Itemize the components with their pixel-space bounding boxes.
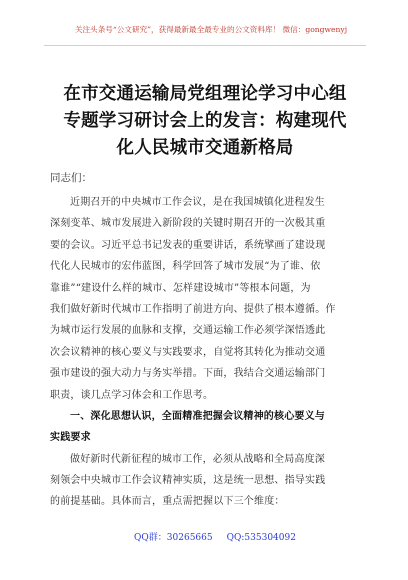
title-line: 化人民城市交通新格局 xyxy=(116,138,294,158)
paragraph-line: 刻领会中央城市工作会议精神实质，这是统一思想、指导实践 xyxy=(50,475,326,487)
document-body xyxy=(50,192,368,513)
footer-qq: QQ:535304092 xyxy=(226,533,296,543)
header-banner: 关注头条号“公文研究”，获得最新最全最专业的公文资料库！ 微信：gongwenyj xyxy=(74,25,348,34)
paragraph-line: 我们做好新时代城市工作指明了前进方向、提供了根本遵循。作 xyxy=(50,303,336,315)
paragraph-line: 为城市运行发展的血脉和支撑，交通运输工作必须学深悟透此 xyxy=(50,325,326,337)
footer-qq-group: QQ群：30265665 xyxy=(134,533,213,543)
paragraph-line: 强市建设的强大动力与务实举措。下面，我结合交通运输部门 xyxy=(50,368,326,380)
salutation: 同志们： xyxy=(50,172,92,184)
paragraph-line: 的前提基础。具体而言，重点需把握以下三个维度： xyxy=(50,496,285,508)
paragraph-line: 近期召开的中央城市工作会议，是在我国城镇化进程发生 xyxy=(70,197,325,208)
paragraph-line: 靠谁”“建设什么样的城市、怎样建设城市”等根本问题，为 xyxy=(50,282,311,294)
paragraph-line: 代化人民城市的宏伟蓝图，科学回答了城市发展“为了谁、依 xyxy=(50,261,321,273)
title-line: 在市交通运输局党组理论学习中心组 xyxy=(63,84,347,104)
paragraph-line: 深刻变革、城市发展进入新阶段的关键时期召开的一次极其重 xyxy=(50,218,326,230)
title-line: 专题学习研讨会上的发言：构建现代 xyxy=(63,111,347,131)
document-title xyxy=(52,81,358,162)
paragraph-line: 职责，谈几点学习体会和工作思考。 xyxy=(50,389,214,401)
footer-contact xyxy=(120,532,310,544)
paragraph-line: 做好新时代新征程的城市工作，必须从战略和全局高度深 xyxy=(70,453,325,465)
header-divider xyxy=(44,45,366,46)
paragraph-line: 要的会议。习近平总书记发表的重要讲话，系统擘画了建设现 xyxy=(50,239,326,251)
paragraph-line: 次会议精神的核心要义与实践要求，自觉将其转化为推动交通 xyxy=(50,346,326,358)
section-heading: 实践要求 xyxy=(50,432,91,444)
section-heading: 一、深化思想认识，全面精准把握会议精神的核心要义与 xyxy=(70,410,325,422)
